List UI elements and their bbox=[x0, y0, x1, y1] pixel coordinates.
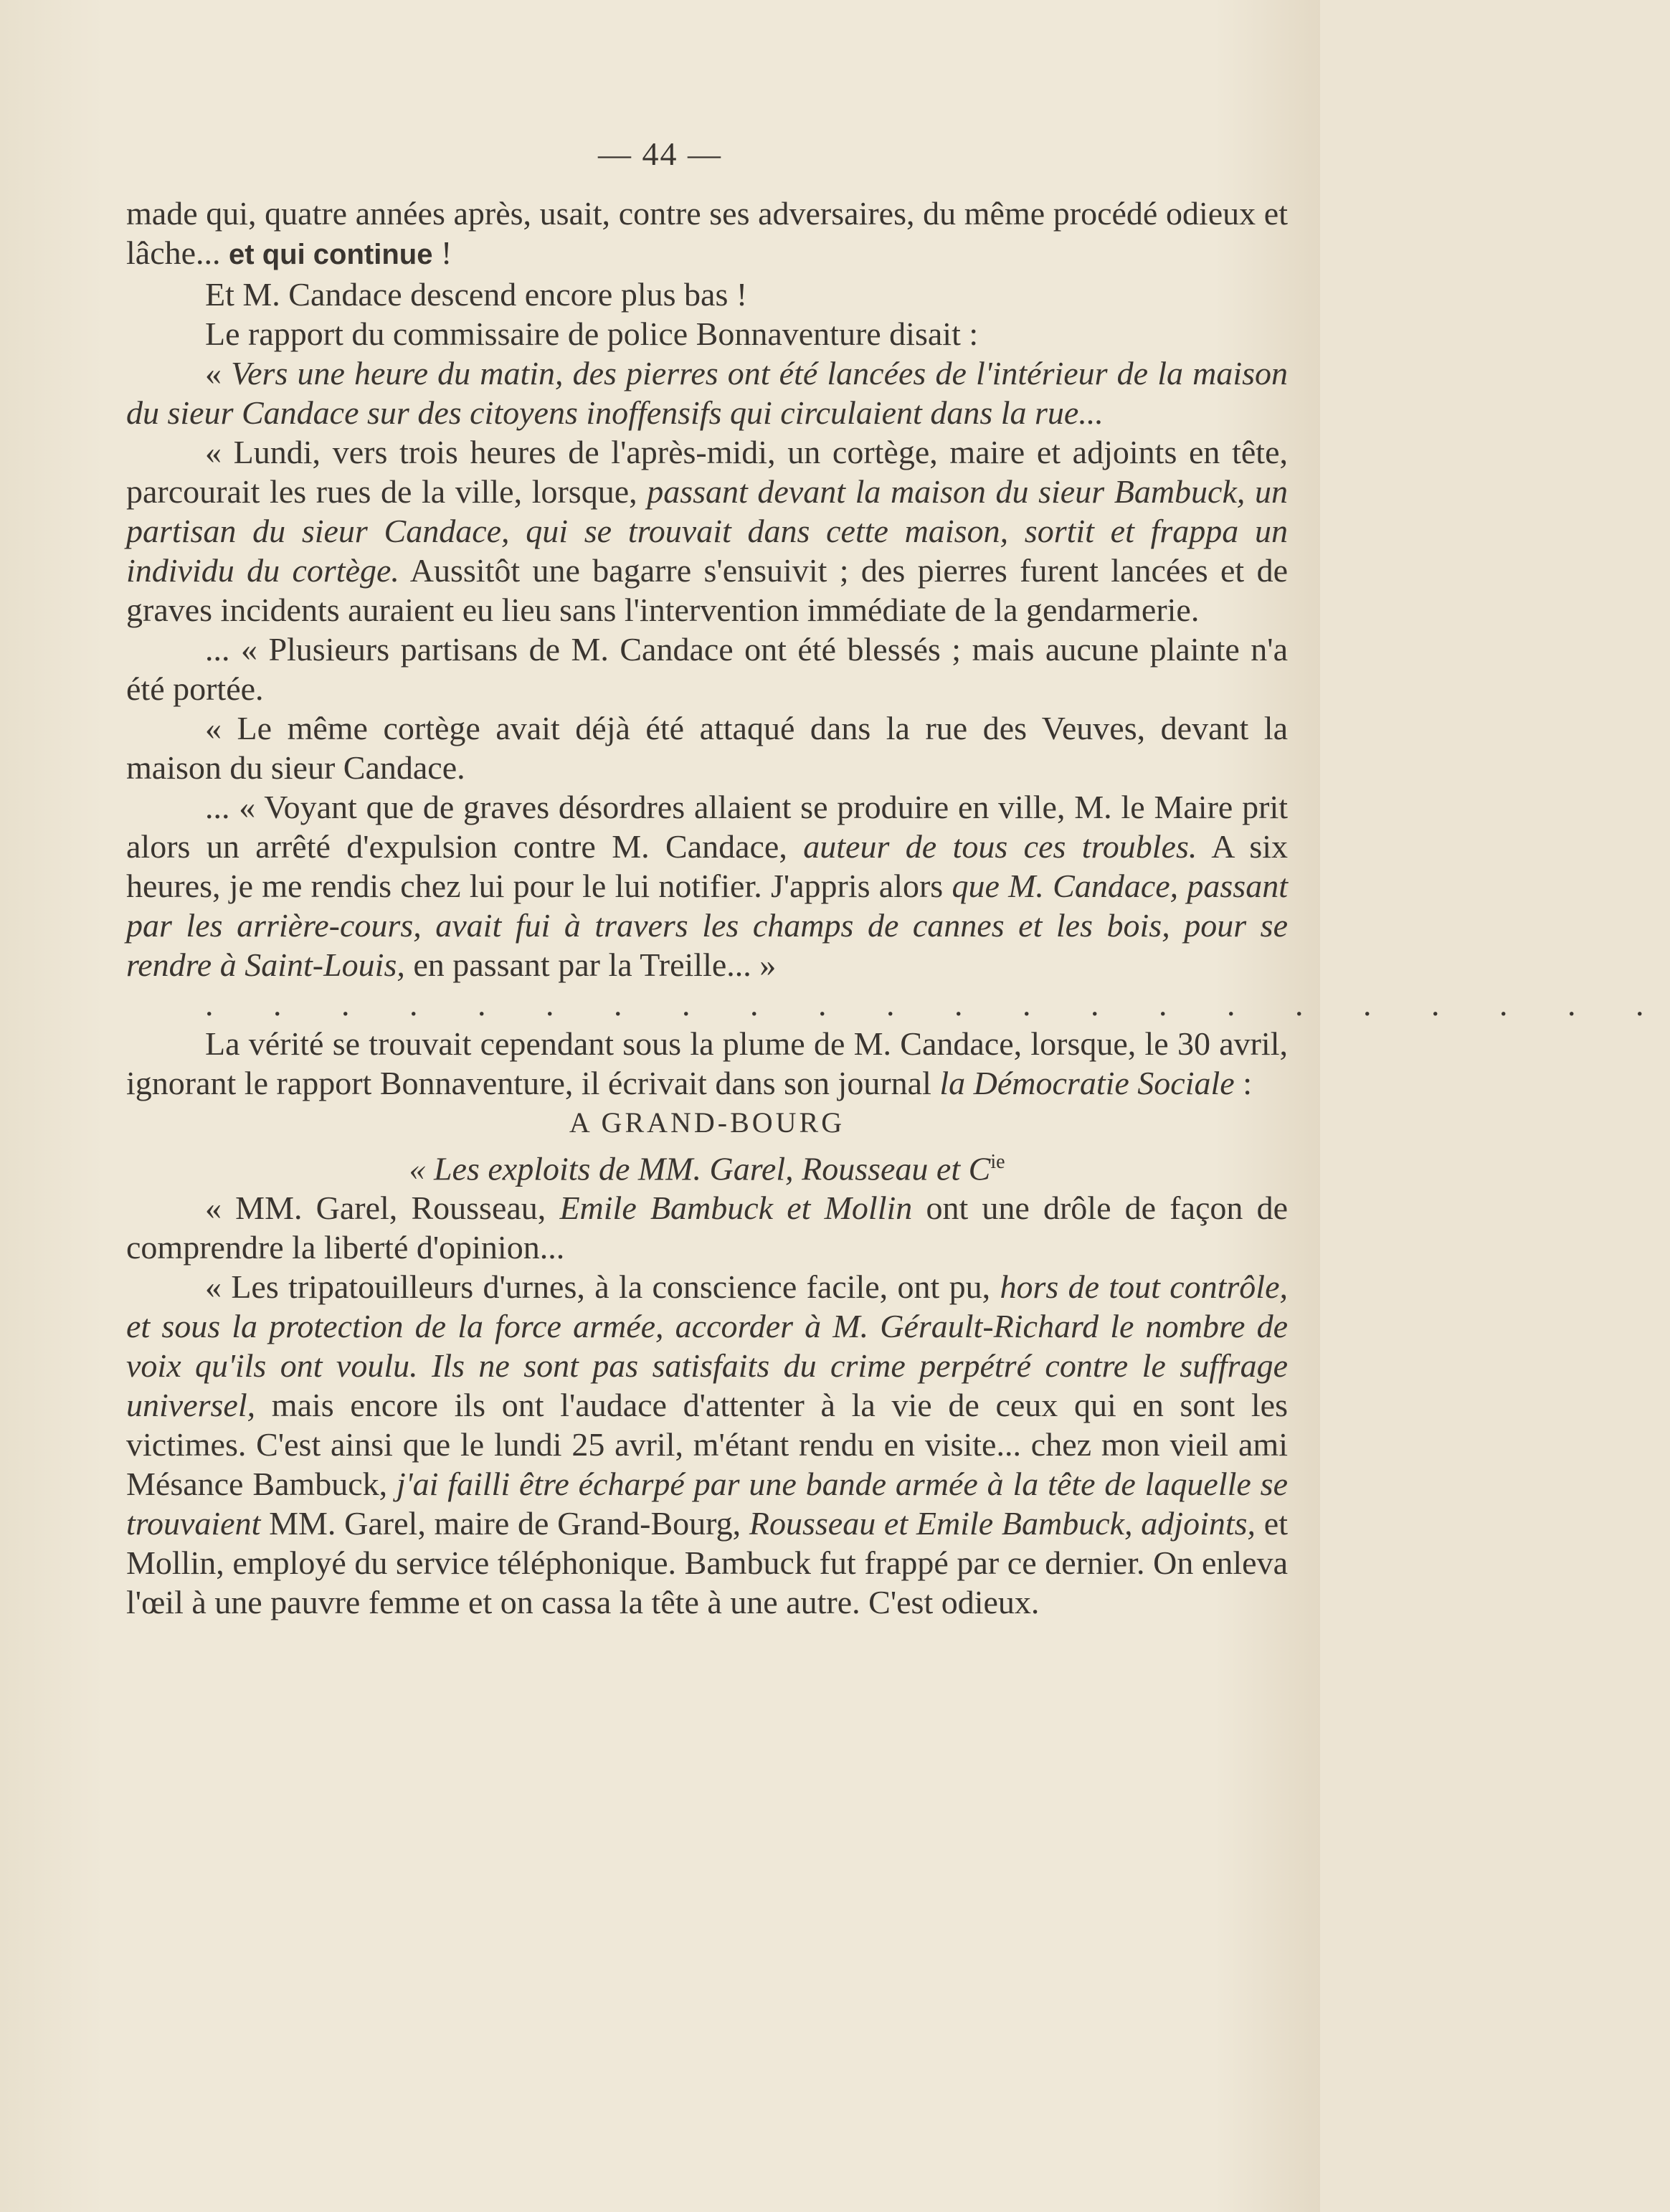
paragraph bbox=[126, 1267, 1288, 1622]
text-run: « Les tripatouilleurs d'urnes, à la conscience facile, ont pu, bbox=[205, 1268, 1000, 1306]
subheading-superscript: ie bbox=[990, 1151, 1005, 1173]
paragraph bbox=[126, 787, 1288, 984]
italic-run: la Démocratie Sociale bbox=[939, 1065, 1235, 1101]
page-number: — 44 — bbox=[598, 136, 722, 172]
paragraph bbox=[126, 353, 1288, 432]
italic-run: hors de tout contrôle, et sous la protection de la force armée, accorder à M. Gérault-Richard le nombre de voix qu'ils ont voulu. Ils ne sont pas satisfaits du crime perpétré contre le suffrage universel, bbox=[126, 1268, 1289, 1424]
paragraph bbox=[126, 1188, 1288, 1267]
italic-run: que M. Candace, passant par les arrière-cours, avait fui à travers les champs de cannes et les bois, pour se rendre à Saint-Louis, bbox=[126, 868, 1288, 983]
paragraph: Le rapport du commissaire de police Bonnaventure disait : bbox=[205, 315, 979, 352]
text-run: ont une drôle de façon de comprendre la liberté d'opinion... bbox=[126, 1190, 1288, 1266]
text-run: ! bbox=[432, 234, 452, 271]
paragraph: « Le même cortège avait déjà été attaqué dans la rue des Veuves, devant la maison du sieur Candace. bbox=[126, 710, 1288, 786]
paragraph bbox=[126, 432, 1288, 630]
paragraph: ... « Plusieurs partisans de M. Candace ont été blessés ; mais aucune plainte n'a été portée. bbox=[126, 631, 1288, 707]
italic-run: j'ai failli être écharpé par une bande armée à la tête de laquelle se trouvaient bbox=[126, 1466, 1288, 1542]
text-run: MM. Garel, maire de Grand-Bourg, bbox=[260, 1505, 749, 1542]
text-run: « MM. Garel, Rousseau, bbox=[205, 1190, 560, 1227]
text-run: en passant par la Treille... » bbox=[404, 946, 777, 983]
subheading-text: « Les exploits de MM. Garel, Rousseau et C bbox=[409, 1150, 991, 1187]
bold-run: et qui continue bbox=[229, 239, 433, 270]
text-run: mais encore ils ont l'audace d'attenter à la vie de ceux qui en sont les victimes. C'est ainsi que le lundi 25 avril, m'étant rendu en visite... chez mon vieil ami Mésance Bambuck, bbox=[126, 1387, 1288, 1503]
paragraph bbox=[126, 1024, 1288, 1103]
ellipsis-divider: . . . . . . . . . . . . . . . . . . . . . . bbox=[205, 986, 1670, 1022]
text-run: La vérité se trouvait cependant sous la plume de M. Candace, lorsque, le 30 avril, ignorant le rapport Bonnaventure, il écrivait dans son journal bbox=[126, 1025, 1288, 1101]
italic-run: Vers une heure du matin, des pierres ont été lancées de l'intérieur de la maison du sieur Candace sur des citoyens inoffensifs qui circulaient dans la rue... bbox=[126, 355, 1288, 431]
body-text bbox=[126, 194, 1670, 1622]
text-run: ... « Voyant que de graves désordres allaient se produire en ville, M. le Maire prit alors un arrêté d'expulsion contre M. Candace, bbox=[126, 789, 1288, 865]
italic-run: Emile Bambuck et Mollin bbox=[559, 1190, 913, 1227]
section-heading: A GRAND-BOURG bbox=[569, 1106, 845, 1139]
text-run: : bbox=[1234, 1065, 1252, 1101]
text-run: A six heures, je me rendis chez lui pour le lui notifier. J'appris alors bbox=[126, 828, 1289, 904]
text-run: « bbox=[205, 355, 232, 391]
italic-run: passant devant la maison du sieur Bambuck, un partisan du sieur Candace, qui se trouvait dans cette maison, sortit et frappa un individu du cortège. bbox=[126, 473, 1288, 589]
text-run: « Lundi, vers trois heures de l'après-midi, un cortège, maire et adjoints en tête, parcourait les rues de la ville, lorsque, bbox=[126, 434, 1288, 510]
text-run: Aussitôt une bagarre s'ensuivit ; des pierres furent lancées et de graves incidents auraient eu lieu sans l'intervention immédiate de la gendarmerie. bbox=[126, 552, 1288, 628]
italic-run: auteur de tous ces troubles. bbox=[803, 828, 1197, 865]
paragraph: Et M. Candace descend encore plus bas ! bbox=[205, 276, 748, 313]
text-run: et Mollin, employé du service téléphonique. Bambuck fut frappé par ce dernier. On enleva l'œil à une pauvre femme et on cassa la tête à une autre. C'est odieux. bbox=[126, 1505, 1289, 1621]
section-subheading bbox=[126, 1142, 1288, 1188]
paragraph bbox=[126, 194, 1288, 275]
italic-run: Rousseau et Emile Bambuck, adjoints, bbox=[749, 1505, 1256, 1542]
text-run: made qui, quatre années après, usait, contre ses adversaires, du même procédé odieux et lâche... bbox=[126, 195, 1288, 271]
